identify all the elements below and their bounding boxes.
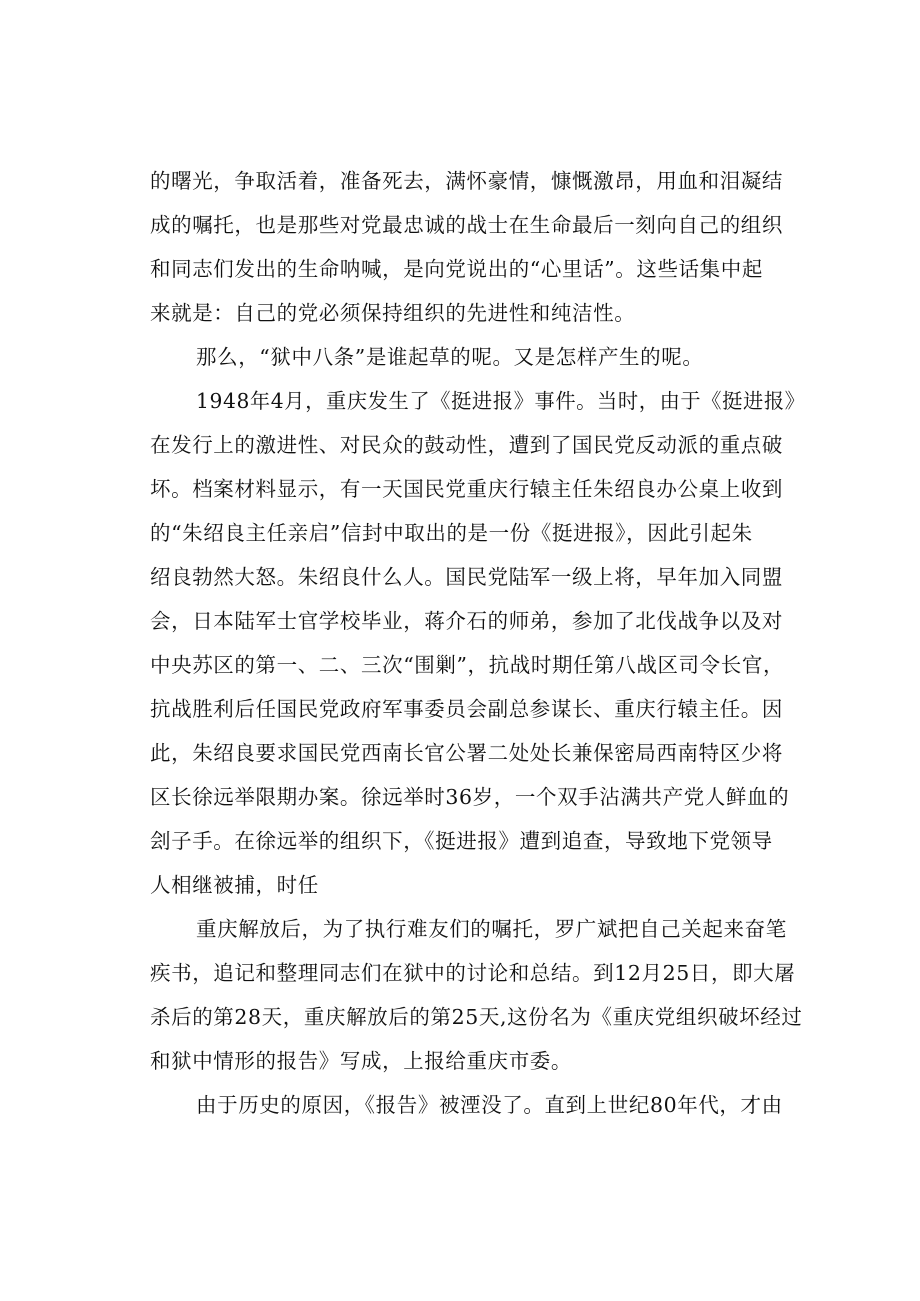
text-line: 区长徐远举限期办案。徐远举时36岁，一个双手沾满共产党人鲜血的 [150, 785, 790, 809]
text-line: 会，日本陆军士官学校毕业，蒋介石的师弟，参加了北伐战争以及对 [150, 609, 783, 633]
text-line: 由于历史的原因，《报告》被湮没了。直到上世纪80年代，才由 [196, 1093, 783, 1117]
text-line: 1948年4月，重庆发生了《挺进报》事件。当时，由于《挺进报》 [196, 389, 806, 413]
text-line: 杀后的第28天，重庆解放后的第25天,这份名为《重庆党组织破坏经过 [150, 1005, 803, 1029]
text-line: 的曙光，争取活着，准备死去，满怀豪情，慷慨激昂，用血和泪凝结 [150, 169, 783, 193]
text-line: 绍良勃然大怒。朱绍良什么人。国民党陆军一级上将，早年加入同盟 [150, 565, 783, 589]
text-line: 抗战胜利后任国民党政府军事委员会副总参谋长、重庆行辕主任。因 [150, 697, 783, 721]
text-line: 疾书，追记和整理同志们在狱中的讨论和总结。到12月25日，即大屠 [150, 961, 796, 985]
text-line: 在发行上的激进性、对民众的鼓动性，遭到了国民党反动派的重点破 [150, 433, 783, 457]
text-line: 那么，“狱中八条”是谁起草的呢。又是怎样产生的呢。 [196, 345, 704, 369]
text-line: 成的嘱托，也是那些对党最忠诚的战士在生命最后一刻向自己的组织 [150, 213, 783, 237]
text-line: 人相继被捕，时任 [150, 873, 319, 897]
text-line: 和狱中情形的报告》写成，上报给重庆市委。 [150, 1049, 572, 1073]
text-line: 刽子手。在徐远举的组织下，《挺进报》遭到追查，导致地下党领导 [150, 829, 773, 853]
text-line: 的“朱绍良主任亲启”信封中取出的是一份《挺进报》，因此引起朱 [150, 521, 753, 545]
text-line: 重庆解放后，为了执行难友们的嘱托，罗广斌把自己关起来奋笔 [196, 917, 787, 941]
text-line: 和同志们发出的生命呐喊，是向党说出的“心里话”。这些话集中起 [150, 257, 763, 281]
text-line: 坏。档案材料显示，有一天国民党重庆行辕主任朱绍良办公桌上收到 [150, 477, 783, 501]
text-line: 此，朱绍良要求国民党西南长官公署二处处长兼保密局西南特区少将 [150, 741, 783, 765]
text-line: 来就是：自己的党必须保持组织的先进性和纯洁性。 [150, 301, 636, 325]
text-line: 中央苏区的第一、二、三次“围剿”，抗战时期任第八战区司令长官， [150, 653, 785, 677]
